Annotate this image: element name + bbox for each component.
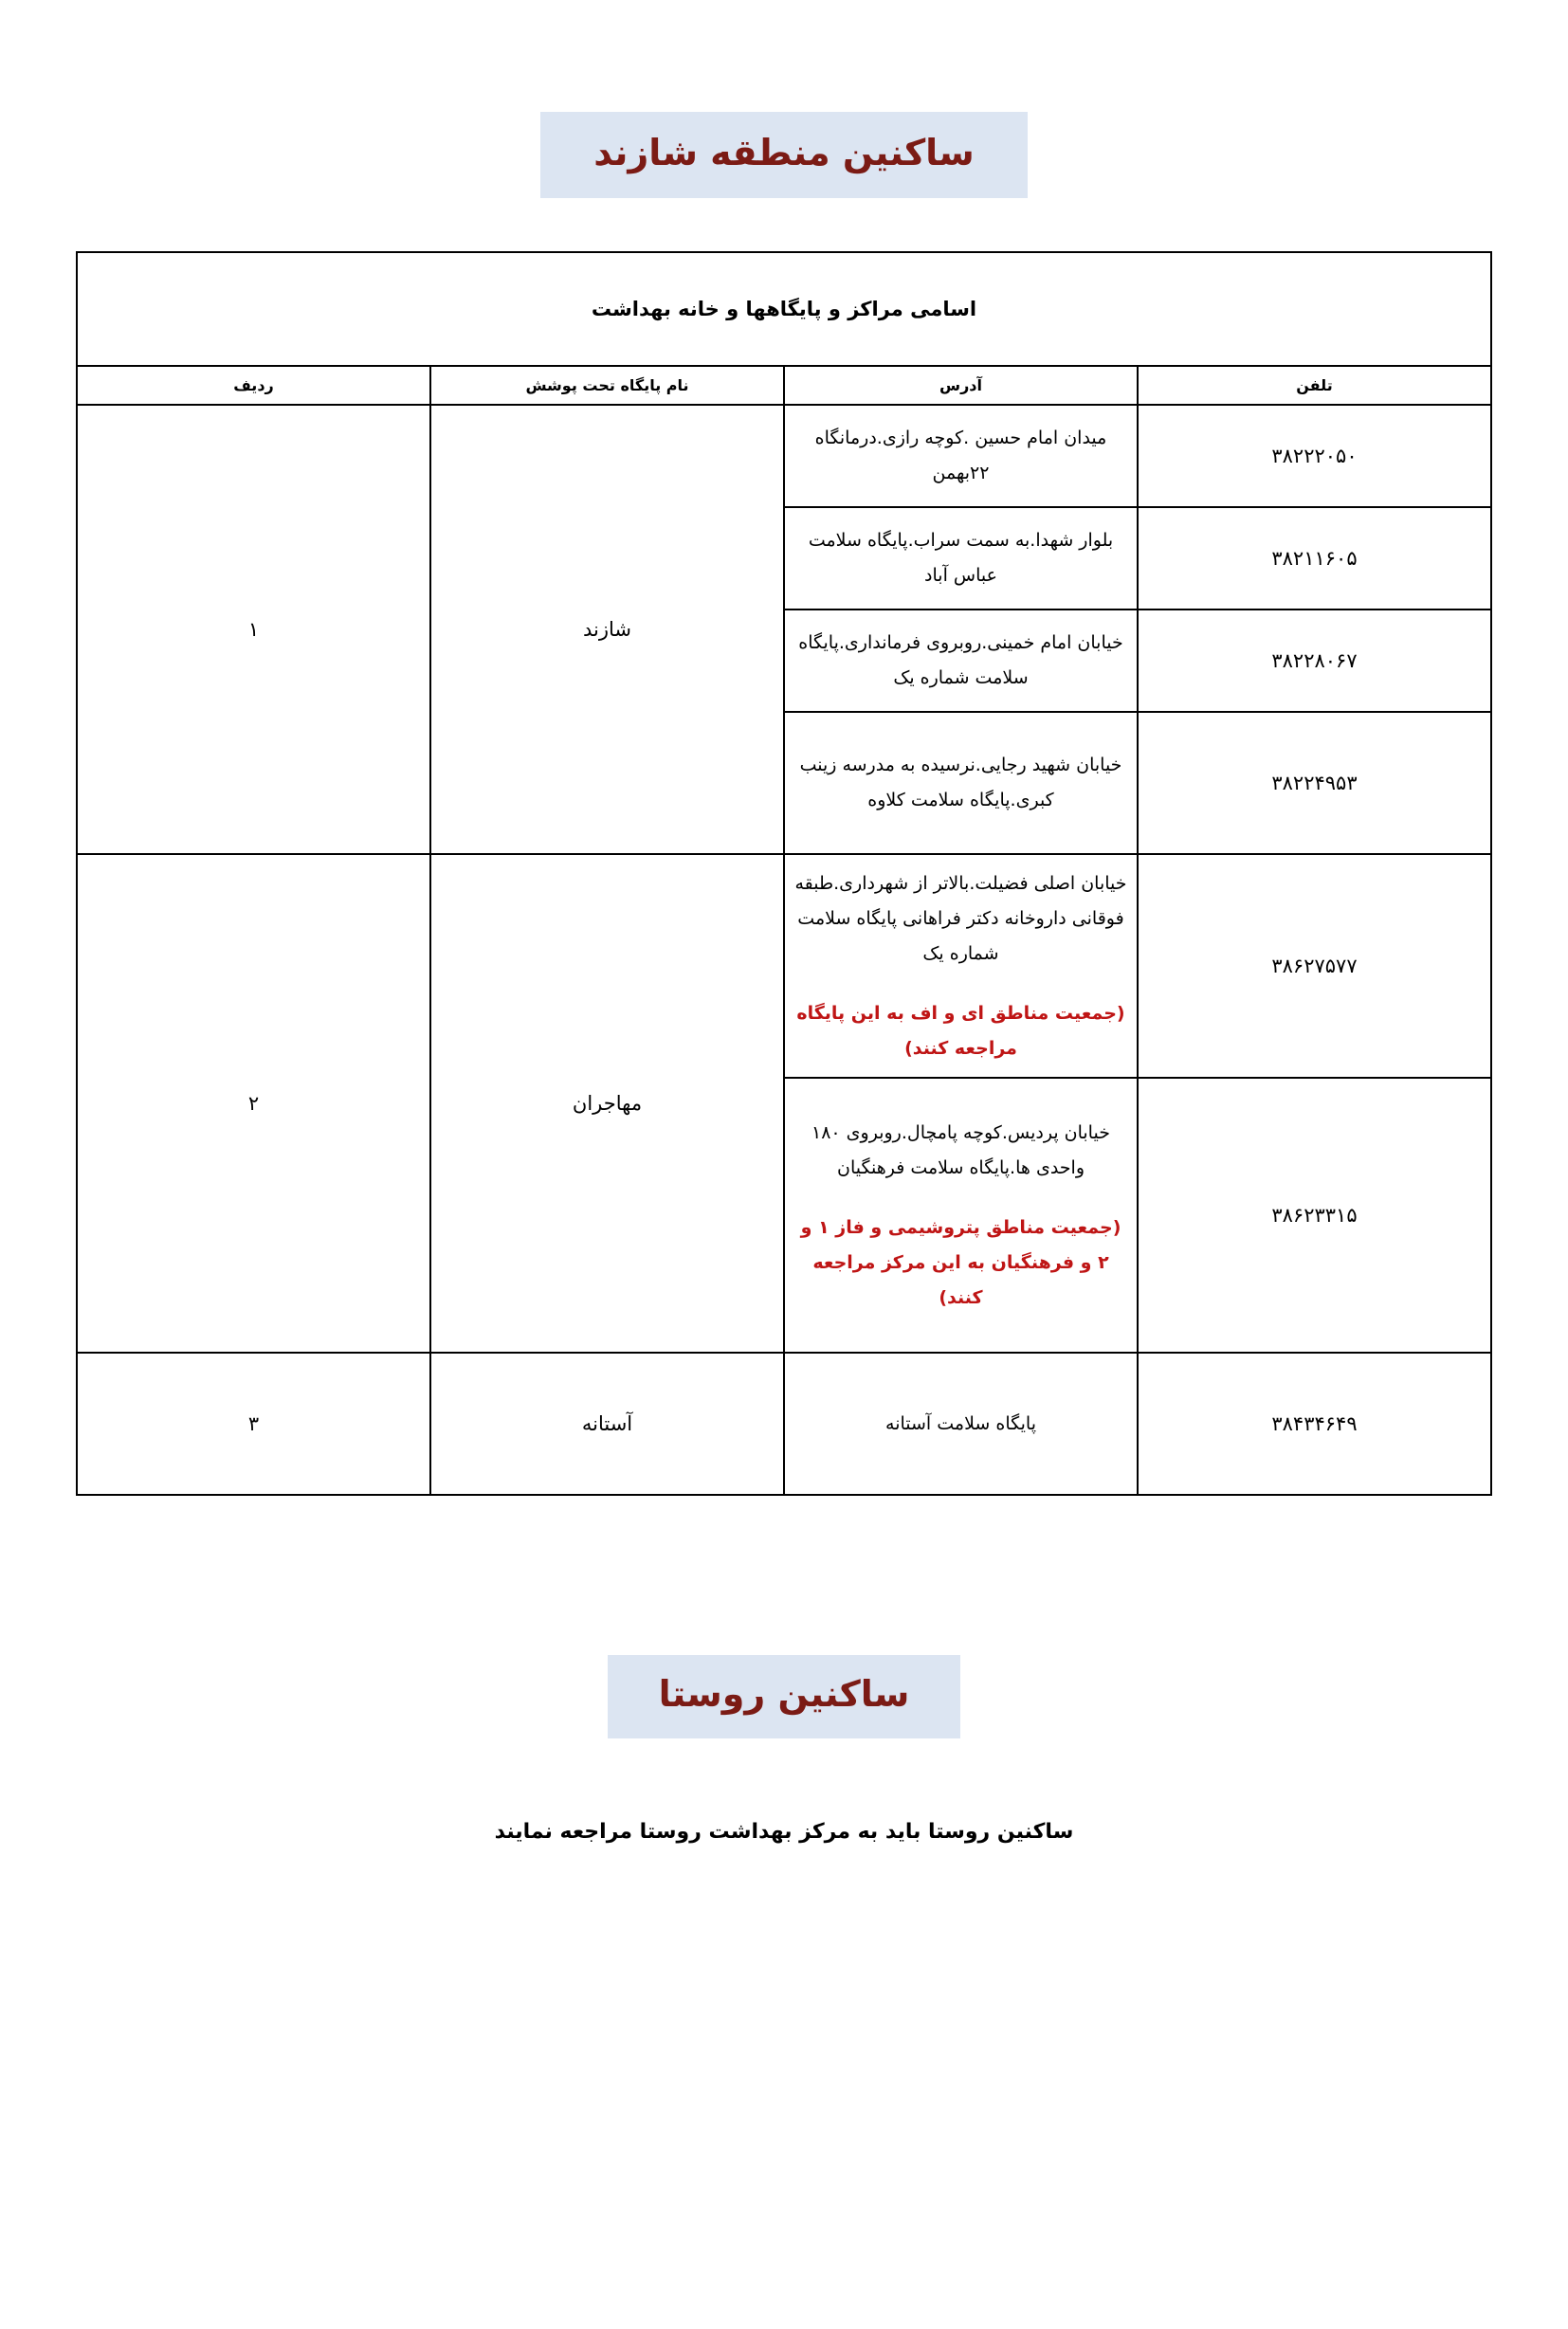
health-centers-table-container [76,251,1492,1496]
cell-telephone: ۳۸۲۲۴۹۵۳ [1138,712,1491,854]
address-text: بلوار شهدا.به سمت سراب.پایگاه سلامت عباس آباد [808,530,1114,587]
address-text: میدان امام حسین .کوچه رازی.درمانگاه ۲۲بهمن [814,428,1107,484]
cell-radif: ۱ [77,405,430,854]
cell-address [784,712,1138,854]
cell-telephone: ۳۸۶۲۳۳۱۵ [1138,1078,1491,1353]
document-page [0,112,1568,2329]
cell-telephone: ۳۸۲۲۸۰۶۷ [1138,610,1491,712]
bottom-banner-container [0,1655,1568,1738]
table-caption: اسامی مراکز و پایگاهها و خانه بهداشت [77,252,1491,366]
cell-radif: ۳ [77,1353,430,1495]
column-header-radif: ردیف [77,366,430,405]
cell-base-name: شازند [430,405,784,854]
address-text: خیابان اصلی فضیلت.بالاتر از شهرداری.طبقه فوقانی داروخانه دکتر فراهانی پایگاه سلامت شماره یک [794,872,1127,964]
address-text: پایگاه سلامت آستانه [885,1412,1036,1434]
table-row [77,1353,1491,1495]
health-centers-table [76,251,1492,1496]
address-text: خیابان شهید رجایی.نرسیده به مدرسه زینب کبری.پایگاه سلامت کلاوه [799,755,1122,811]
column-header-telephone: تلفن [1138,366,1491,405]
page-title-shazand: ساکنین منطقه شازند [540,112,1028,198]
cell-address [784,507,1138,610]
village-residents-note: ساکنین روستا باید به مرکز بهداشت روستا مراجعه نمایند [494,1819,1074,1844]
table-row [77,405,1491,507]
table-header-row [77,366,1491,405]
address-note: (جمعیت مناطق ای و اف به این پایگاه مراجعه کنند) [796,1002,1125,1059]
address-note: (جمعیت مناطق پتروشیمی و فاز ۱ و ۲ و فرهنگیان به این مرکز مراجعه کنند) [800,1216,1121,1308]
address-text: خیابان امام خمینی.روبروی فرمانداری.پایگاه سلامت شماره یک [798,632,1123,689]
section-title-rousta: ساکنین روستا [608,1655,961,1738]
table-caption-row [77,252,1491,366]
cell-address [784,1078,1138,1353]
cell-address [784,405,1138,507]
cell-telephone: ۳۸۴۳۴۶۴۹ [1138,1353,1491,1495]
cell-telephone: ۳۸۲۱۱۶۰۵ [1138,507,1491,610]
cell-base-name: آستانه [430,1353,784,1495]
cell-address [784,610,1138,712]
column-header-base-name: نام پایگاه تحت پوشش [430,366,784,405]
cell-telephone: ۳۸۶۲۷۵۷۷ [1138,854,1491,1078]
cell-base-name: مهاجران [430,854,784,1353]
address-text: خیابان پردیس.کوچه پامچال.روبروی ۱۸۰ واحدی ها.پایگاه سلامت فرهنگیان [811,1121,1110,1178]
column-header-address: آدرس [784,366,1138,405]
cell-telephone: ۳۸۲۲۲۰۵۰ [1138,405,1491,507]
cell-address [784,854,1138,1078]
table-row [77,854,1491,1078]
cell-address [784,1353,1138,1495]
cell-radif: ۲ [77,854,430,1353]
top-banner-container [0,112,1568,198]
